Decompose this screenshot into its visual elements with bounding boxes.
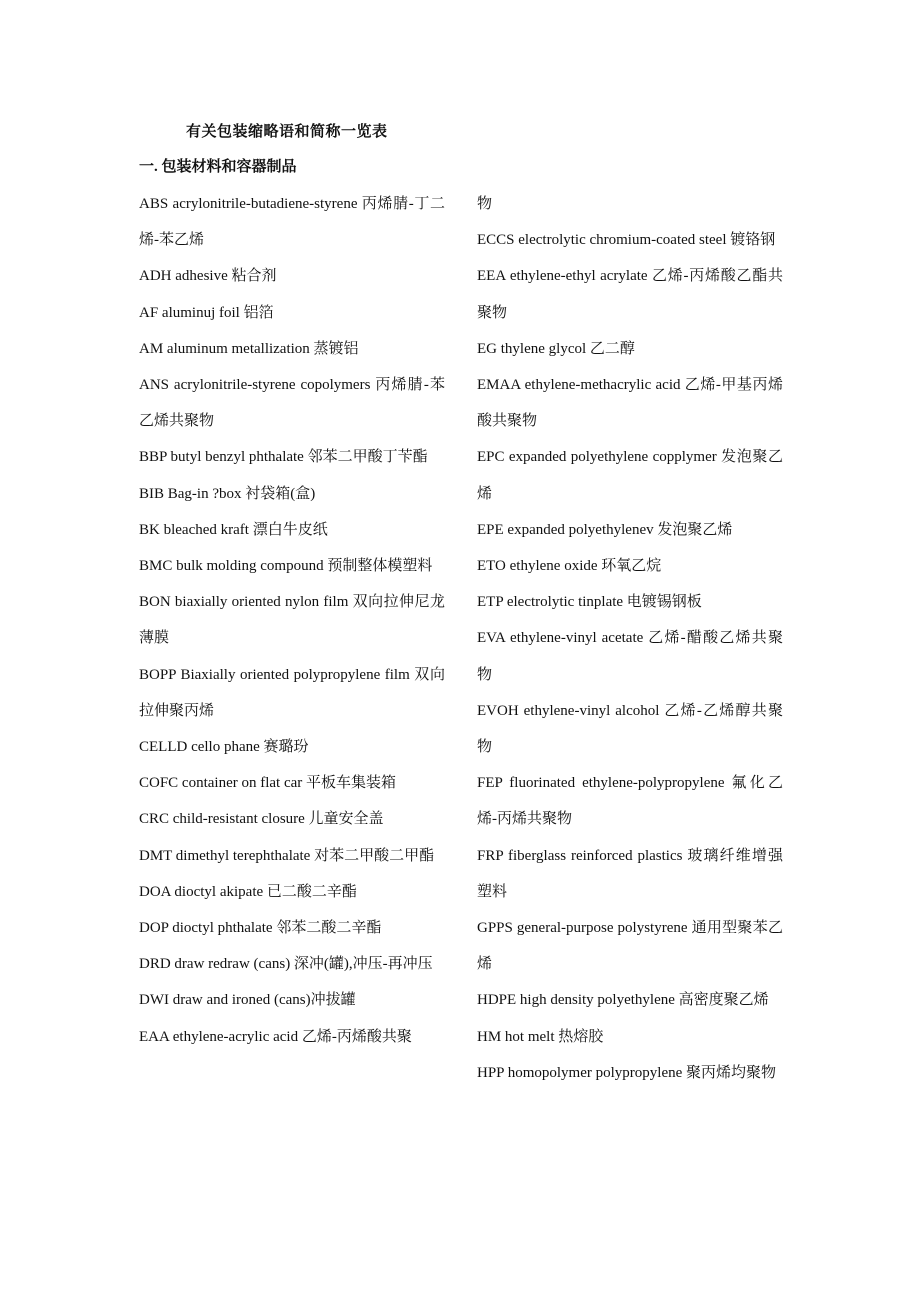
glossary-entry: EVOH ethylene-vinyl alcohol 乙烯-乙烯醇共聚物: [477, 702, 783, 756]
glossary-entry: COFC container on flat car 平板车集装箱: [139, 775, 397, 792]
glossary-entry: EPC expanded polyethylene copplymer 发泡聚乙烯: [477, 449, 783, 502]
glossary-entry: EVA ethylene-vinyl acetate 乙烯-醋酸乙烯共聚物: [477, 630, 783, 683]
glossary-entry: BON biaxially oriented nylon film 双向拉伸尼龙薄膜: [139, 594, 445, 647]
glossary-entry: FEP fluorinated ethylene-polypropylene 氟化乙烯-丙烯共聚物: [477, 775, 783, 828]
glossary-entry: ANS acrylonitrile-styrene copolymers 丙烯腈-苯乙烯共聚物: [139, 377, 445, 430]
glossary-entry: ABS acrylonitrile-butadiene-styrene 丙烯腈-丁二烯-苯乙烯: [139, 196, 445, 249]
glossary-entry: EEA ethylene-ethyl acrylate 乙烯-丙烯酸乙酯共聚物: [477, 268, 783, 321]
right-column: [477, 186, 783, 1091]
glossary-entry: EG thylene glycol 乙二醇: [477, 340, 635, 357]
glossary-entry: BBP butyl benzyl phthalate 邻苯二甲酸丁苄酯: [139, 449, 428, 466]
glossary-entry: ADH adhesive 粘合剂: [139, 268, 277, 285]
glossary-entry: BMC bulk molding compound 预制整体模塑料: [139, 558, 433, 575]
glossary-entry: EAA ethylene-acrylic acid 乙烯-丙烯酸共聚: [139, 1028, 412, 1045]
glossary-entry: ETP electrolytic tinplate 电镀锡钢板: [477, 594, 702, 611]
glossary-entry: EPE expanded polyethylenev 发泡聚乙烯: [477, 521, 733, 538]
glossary-entry: GPPS general-purpose polystyrene 通用型聚苯乙烯: [477, 920, 783, 973]
glossary-entry: DWI draw and ironed (cans)冲拔罐: [139, 992, 356, 1009]
glossary-entry: FRP fiberglass reinforced plastics 玻璃纤维增强塑料: [477, 847, 783, 900]
glossary-entry: DOP dioctyl phthalate 邻苯二酸二辛酯: [139, 920, 382, 937]
glossary-entry: CRC child-resistant closure 儿童安全盖: [139, 811, 384, 828]
glossary-entry: HDPE high density polyethylene 高密度聚乙烯: [477, 992, 769, 1009]
glossary-entry: ECCS electrolytic chromium-coated steel 镀铬钢: [477, 232, 776, 249]
section-heading: 一. 包装材料和容器制品: [139, 159, 297, 175]
glossary-entry: DOA dioctyl akipate 已二酸二辛酯: [139, 883, 357, 900]
glossary-entry: BK bleached kraft 漂白牛皮纸: [139, 521, 328, 538]
glossary-entry: ETO ethylene oxide 环氧乙烷: [477, 558, 662, 575]
glossary-entry: CELLD cello phane 赛璐玢: [139, 739, 309, 756]
glossary-entry: BOPP Biaxially oriented polypropylene film 双向拉伸聚丙烯: [139, 666, 445, 719]
left-column: [139, 186, 445, 1055]
glossary-entry: DMT dimethyl terephthalate 对苯二甲酸二甲酯: [139, 847, 435, 864]
glossary-entry: DRD draw redraw (cans) 深冲(罐),冲压-再冲压: [139, 956, 433, 973]
glossary-entry: 物: [477, 196, 493, 212]
glossary-entry: AM aluminum metallization 蒸镀铝: [139, 340, 359, 357]
glossary-entry: HPP homopolymer polypropylene 聚丙烯均聚物: [477, 1064, 777, 1081]
glossary-entry: HM hot melt 热熔胶: [477, 1028, 604, 1045]
document-title: 有关包装缩略语和简称一览表: [186, 124, 388, 140]
glossary-entry: EMAA ethylene-methacrylic acid 乙烯-甲基丙烯酸共聚物: [477, 377, 783, 430]
glossary-entry: BIB Bag-in ?box 衬袋箱(盒): [139, 485, 316, 502]
glossary-entry: AF aluminuj foil 铝箔: [139, 304, 274, 321]
